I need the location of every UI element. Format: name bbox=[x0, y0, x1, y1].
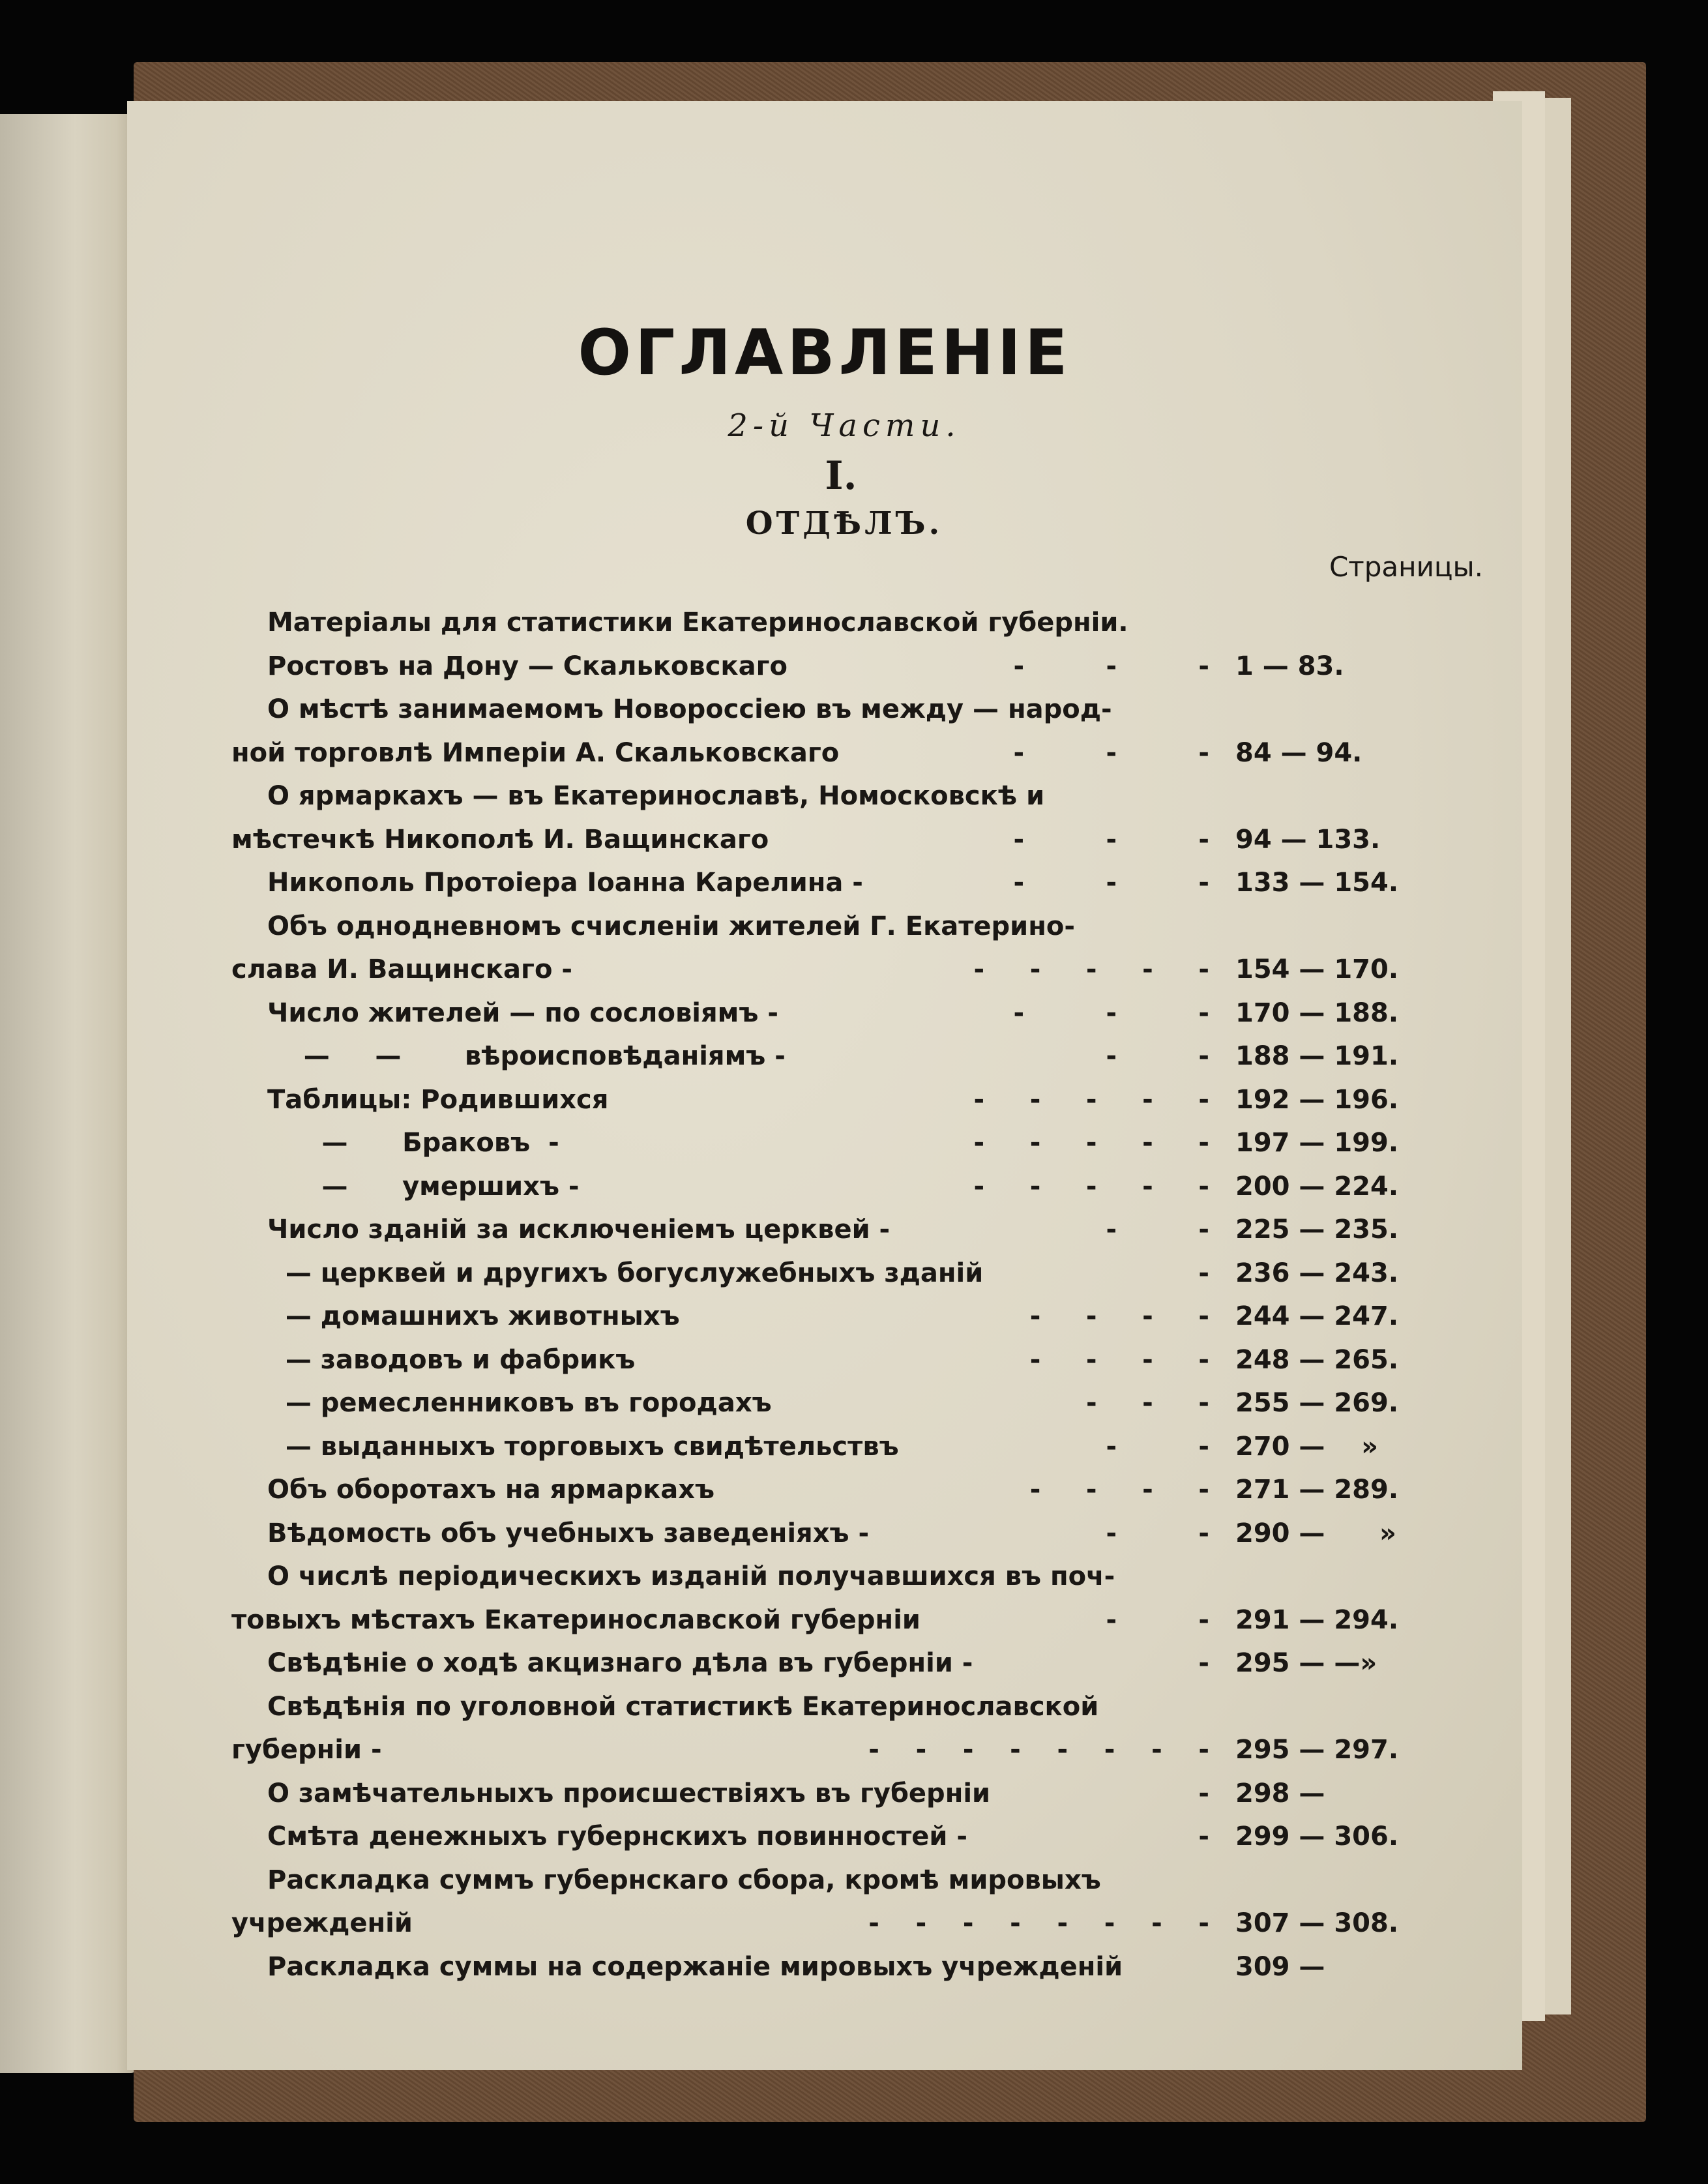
toc-entry bbox=[127, 1383, 1522, 1423]
facing-page bbox=[0, 114, 137, 2073]
toc-entry-pages: 154 — 170. bbox=[1235, 954, 1399, 984]
toc-entry-dashes: - - bbox=[1106, 1604, 1209, 1635]
toc-entry bbox=[127, 776, 1522, 816]
toc-entry-dashes: - - - bbox=[1013, 737, 1209, 768]
toc-entry bbox=[127, 1904, 1522, 1943]
toc-entry-dashes: - bbox=[1143, 1648, 1209, 1678]
toc-entry-pages: 299 — 306. bbox=[1235, 1822, 1399, 1852]
toc-entry-title: ной торговлѣ Имперіи А. Скальковскаго bbox=[231, 737, 840, 768]
toc-entry-pages: 290 — » bbox=[1235, 1518, 1396, 1548]
toc-entry-pages: 236 — 243. bbox=[1235, 1258, 1399, 1288]
toc-entry-title: Объ однодневномъ счисленіи жителей Г. Екатерино- bbox=[267, 911, 1075, 941]
toc-entry-dashes: - - bbox=[1106, 1518, 1209, 1548]
toc-entry-pages: 200 — 224. bbox=[1235, 1171, 1399, 1202]
toc-entry-title: — домашнихъ животныхъ bbox=[267, 1301, 680, 1331]
toc-entry bbox=[127, 950, 1522, 989]
toc-entry-dashes: - - - - - - - - bbox=[868, 1735, 1209, 1765]
toc-entry-title: — умершихъ - bbox=[267, 1171, 580, 1202]
toc-entry-pages: 307 — 308. bbox=[1235, 1908, 1399, 1938]
toc-entry bbox=[127, 603, 1522, 642]
toc-entry-title: — заводовъ и фабрикъ bbox=[267, 1344, 636, 1375]
toc-entry bbox=[127, 1167, 1522, 1206]
toc-entry bbox=[127, 994, 1522, 1033]
toc-entry-title: Число зданій за исключеніемъ церквей - bbox=[267, 1215, 891, 1245]
toc-entry bbox=[127, 733, 1522, 773]
toc-entry-title: Вѣдомость объ учебныхъ заведеніяхъ - bbox=[267, 1518, 870, 1548]
toc-entry-title: слава И. Ващинскаго - bbox=[231, 954, 572, 984]
toc-entry-pages: 133 — 154. bbox=[1235, 868, 1399, 898]
toc-entry-dashes: - - bbox=[1106, 1041, 1209, 1071]
toc-entry-pages: 248 — 265. bbox=[1235, 1344, 1399, 1375]
toc-entry-dashes: - - - - - bbox=[973, 954, 1209, 984]
toc-entry-dashes: - - - - - - - - bbox=[868, 1908, 1209, 1938]
toc-entry-dashes: - - - - bbox=[1029, 1344, 1209, 1375]
toc-entry-dashes: - - - - - bbox=[973, 1171, 1209, 1202]
toc-entry bbox=[127, 1297, 1522, 1336]
toc-entry-title: О числѣ періодическихъ изданій получавшихся въ поч- bbox=[267, 1561, 1115, 1591]
toc-entry bbox=[127, 1037, 1522, 1076]
toc-entry-pages: 295 — 297. bbox=[1235, 1735, 1399, 1765]
toc-entry-pages: 298 — bbox=[1235, 1778, 1325, 1808]
toc-entry bbox=[127, 1817, 1522, 1856]
toc-entry-title: Свѣдѣнія по уголовной статистикѣ Екатеринославской bbox=[267, 1691, 1099, 1722]
toc-entry-title: — церквей и другихъ богуслужебныхъ зданій bbox=[267, 1258, 984, 1288]
toc-entry-title: Число жителей — по сословіямъ - bbox=[267, 997, 778, 1028]
toc-entry-pages: 192 — 196. bbox=[1235, 1084, 1399, 1115]
toc-entry bbox=[127, 820, 1522, 859]
toc-entry-title: О мѣстѣ занимаемомъ Новороссіею въ между — народ- bbox=[267, 694, 1112, 724]
toc-entry-dashes: - - - bbox=[1013, 997, 1209, 1028]
toc-entry bbox=[127, 1514, 1522, 1553]
toc-entry-title: Смѣта денежныхъ губернскихъ повинностей - bbox=[267, 1822, 967, 1852]
toc-entry bbox=[127, 1210, 1522, 1249]
toc-entry bbox=[127, 863, 1522, 902]
toc-entry-dashes: - - - bbox=[1013, 824, 1209, 855]
toc-entry bbox=[127, 1861, 1522, 1900]
toc-entry-pages: 291 — 294. bbox=[1235, 1604, 1399, 1635]
toc-entry-title: Свѣдѣніе о ходѣ акцизнаго дѣла въ губерніи - bbox=[267, 1648, 973, 1678]
toc-entry bbox=[127, 690, 1522, 729]
toc-entry bbox=[127, 1687, 1522, 1726]
toc-entry bbox=[127, 1730, 1522, 1769]
contents-page bbox=[127, 101, 1522, 2070]
toc-entry-dashes: - - - - bbox=[1029, 1301, 1209, 1331]
toc-entry-dashes: - - - - bbox=[1029, 1475, 1209, 1505]
toc-entry bbox=[127, 1644, 1522, 1683]
toc-entry-dashes: - - - bbox=[1013, 651, 1209, 681]
toc-entry-title: Никополь Протоіера Іоанна Карелина - bbox=[267, 868, 863, 898]
section-heading: ОТДѢЛЪ. bbox=[745, 505, 943, 542]
part-subtitle: 2-й Части. bbox=[728, 407, 961, 444]
toc-entry-title: О замѣчательныхъ происшествіяхъ въ губерніи bbox=[267, 1778, 991, 1808]
toc-entry-pages: 188 — 191. bbox=[1235, 1041, 1399, 1071]
toc-entry-dashes: - - - - - bbox=[973, 1128, 1209, 1158]
toc-entry bbox=[127, 647, 1522, 686]
toc-entry-title: О ярмаркахъ — въ Екатеринославѣ, Номосковскѣ и bbox=[267, 781, 1045, 811]
toc-entry-dashes: - - bbox=[1106, 1431, 1209, 1462]
toc-entry-title: Матеріалы для статистики Екатеринославской губерніи. bbox=[267, 608, 1128, 638]
page-title: ОГЛАВЛЕНІЕ bbox=[578, 316, 1072, 389]
toc-entry-pages: 309 — bbox=[1235, 1951, 1325, 1982]
toc-entry bbox=[127, 1080, 1522, 1119]
toc-entry bbox=[127, 1123, 1522, 1162]
toc-entry-pages: 94 — 133. bbox=[1235, 824, 1381, 855]
toc-entry-title: мѣстечкѣ Никополѣ И. Ващинскаго bbox=[231, 824, 769, 855]
toc-entry-pages: 1 — 83. bbox=[1235, 651, 1344, 681]
toc-entry-title: — выданныхъ торговыхъ свидѣтельствъ bbox=[267, 1431, 899, 1462]
toc-entry-pages: 197 — 199. bbox=[1235, 1128, 1399, 1158]
pages-column-header: Страницы. bbox=[1329, 551, 1483, 583]
toc-entry-dashes: - - - - - bbox=[973, 1084, 1209, 1115]
toc-entry-title: — — вѣроисповѣданіямъ - bbox=[267, 1041, 786, 1071]
toc-entry-title: Объ оборотахъ на ярмаркахъ bbox=[267, 1475, 715, 1505]
section-numeral: I. bbox=[825, 453, 857, 499]
toc-entry-pages: 271 — 289. bbox=[1235, 1475, 1399, 1505]
toc-entry-pages: 255 — 269. bbox=[1235, 1388, 1399, 1418]
toc-entry-dashes: - bbox=[1143, 1822, 1209, 1852]
toc-entry-dashes: - bbox=[1098, 1258, 1209, 1288]
toc-entry-title: Раскладка суммы на содержаніе мировыхъ учрежденій bbox=[267, 1951, 1123, 1982]
toc-entry bbox=[127, 1557, 1522, 1596]
toc-entry bbox=[127, 1427, 1522, 1466]
toc-entry-dashes: - - - bbox=[1085, 1388, 1209, 1418]
toc-entry-title: учрежденій bbox=[231, 1908, 413, 1938]
toc-entry-pages: 270 — » bbox=[1235, 1431, 1378, 1462]
toc-entry bbox=[127, 1340, 1522, 1380]
toc-entry-dashes: - bbox=[1143, 1778, 1209, 1808]
toc-entry-pages: 295 — —» bbox=[1235, 1648, 1377, 1678]
toc-entry bbox=[127, 1601, 1522, 1640]
toc-entry-pages: 170 — 188. bbox=[1235, 997, 1399, 1028]
toc-entry-dashes: - - bbox=[1106, 1215, 1209, 1245]
toc-entry-dashes: - - - bbox=[1013, 868, 1209, 898]
toc-entry bbox=[127, 907, 1522, 946]
toc-entry-title: товыхъ мѣстахъ Екатеринославской губерніи bbox=[231, 1604, 920, 1635]
toc-entry-title: Таблицы: Родившихся bbox=[267, 1084, 609, 1115]
toc-entry-title: — ремесленниковъ въ городахъ bbox=[267, 1388, 772, 1418]
toc-entry-title: — Браковъ - bbox=[267, 1128, 559, 1158]
toc-entry bbox=[127, 1470, 1522, 1509]
toc-entry bbox=[127, 1774, 1522, 1813]
toc-entry-pages: 84 — 94. bbox=[1235, 737, 1362, 768]
toc-entry-pages: 225 — 235. bbox=[1235, 1215, 1399, 1245]
toc-entry-title: губерніи - bbox=[231, 1735, 382, 1765]
toc-entry bbox=[127, 1947, 1522, 1986]
toc-entry bbox=[127, 1254, 1522, 1293]
toc-entry-title: Ростовъ на Дону — Скальковскаго bbox=[267, 651, 788, 681]
toc-entry-pages: 244 — 247. bbox=[1235, 1301, 1399, 1331]
toc-entry-title: Раскладка суммъ губернскаго сбора, кромѣ мировыхъ bbox=[267, 1865, 1101, 1895]
